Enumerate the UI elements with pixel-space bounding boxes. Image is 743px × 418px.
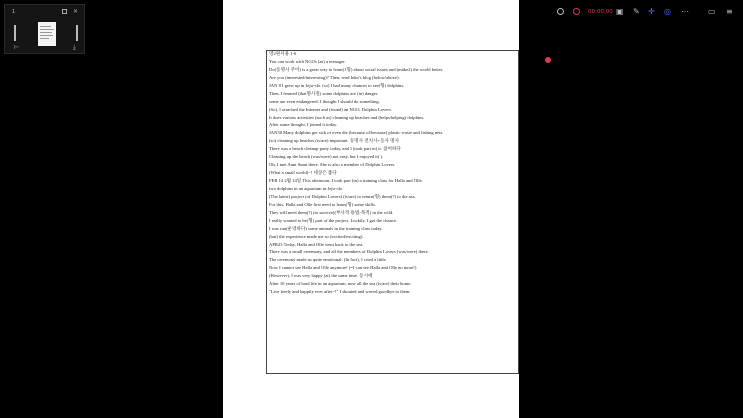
download-icon[interactable]: ⤓: [73, 44, 76, 51]
thumbnail-page-number: 1: [12, 9, 16, 15]
laser-pointer-icon: [545, 57, 551, 63]
page-thumbnail-panel: [4, 4, 85, 54]
document-line: (but) the experience made me so (excited/exciting).: [269, 233, 364, 239]
pointer-icon[interactable]: ✛: [648, 7, 655, 16]
document-line: Are you (interested/interesting)? Then, read Inko's blog (below/above).: [269, 74, 400, 80]
menu-icon[interactable]: ≡: [726, 7, 733, 16]
document-line: You can work with NGOs (as) a teenager.: [269, 58, 346, 64]
record-icon[interactable]: [573, 8, 580, 15]
document-line: The ceremony made us quite emotional. (In fact), I cried a little.: [269, 257, 387, 263]
document-line: (However), I was very happy (at) the same time. 동시에: [269, 273, 373, 279]
document-line: (So), I searched the Internet and (found) an NGO, Dolphin Lovers.: [269, 106, 392, 112]
document-line: Cleaning up the beach (was/were) not easy, but I enjoyed it( ).: [269, 154, 384, 160]
document-line: Do(동명사 주어) is a great way to learn(1형) about social issues and (make2) the world better.: [269, 66, 444, 72]
document-line: JAN30 Many dolphins get sick or even die (because of/because) plastic waste and fishing nets.: [269, 130, 444, 136]
document-line: I really wanted to be(형) part of the project. Luckily, I got the chance.: [269, 217, 398, 223]
document-line: Oh, I met Aunt Sumi there. She is also a member of Dolphin Lovers.: [269, 162, 396, 168]
document-line: I was run(운영하다) some animals in the training class today.: [269, 225, 383, 231]
document-line: JAN 8 I grew up in Jeju~do. (so) I had many chances to see(형) dolphins.: [269, 82, 405, 88]
document-line: There was a small ceremony, and all the members of Dolphin Lovers (was/were) there.: [269, 249, 429, 255]
spotlight-icon[interactable]: ◎: [664, 7, 671, 16]
timer-icon[interactable]: [557, 8, 564, 15]
document-line: APR23 Today, Halla and Olle went back to the sea.: [269, 241, 364, 247]
document-text: [269, 50, 515, 296]
document-line: FEB 14 2월 14일 This afternoon, I took part (in) a training class for Halla and Olle.: [269, 178, 423, 183]
close-icon[interactable]: ✕: [73, 8, 79, 15]
right-edge-handle[interactable]: [76, 25, 78, 41]
document-line: There was a beach cleanup party today, and I (took part in) it. 참여하다: [269, 146, 401, 152]
document-line: Now I cannot see Halla and Olle anymore! (=I can see Halla and Olle no more!): [269, 265, 417, 271]
left-edge-handle[interactable]: [14, 25, 16, 41]
pen-icon[interactable]: ✎: [633, 7, 640, 16]
document-page: [223, 0, 519, 418]
document-line: (What a small world)~! 세상은 좁다: [269, 170, 337, 176]
collapse-icon[interactable]: ⊢: [14, 44, 20, 51]
document-line: some are even endangered. I thought I should do something.: [269, 98, 380, 104]
document-line: (The latest) project (of Dolphin Lovers) (is/are) to return(형) them(?) to the sea.: [269, 193, 416, 199]
document-line: Then, I learned (that명사절) some dolphins are (in) danger.: [269, 90, 379, 96]
document-line: For this, Halla and Olle first need to learn(형) some skills.: [269, 201, 377, 207]
page-thumbnail[interactable]: [38, 22, 56, 46]
document-line: two dolphins in an aquarium in Jeju~do.: [269, 185, 344, 191]
document-line: (so) cleaning up beaches (is/are) important. 동명사 전치사+동사 명사: [269, 138, 400, 144]
restore-icon[interactable]: [62, 9, 67, 14]
document-line: They will need them(?) (to survive)(부사적 용법-목적) in the wild.: [269, 209, 394, 215]
document-line: "Live freely and happily ever after~!" I shouted and waved goodbye to them.: [269, 289, 411, 295]
document-line: After 10 years of hard life in an aquarium, now all the sea (is/are) their home.: [269, 281, 412, 287]
camera-icon[interactable]: ▣: [616, 7, 624, 16]
document-line: After some thought, I joined it today.: [269, 122, 338, 128]
more-icon[interactable]: ⋯: [681, 7, 689, 16]
document-line: It does various activities (such as) cleaning up beaches and (helps/helping) dolphins.: [269, 114, 425, 120]
record-time: 00:00:00: [588, 9, 613, 15]
document-line: 영2원서용 1-6: [269, 51, 297, 56]
screen-share-icon[interactable]: ▭: [708, 7, 716, 16]
